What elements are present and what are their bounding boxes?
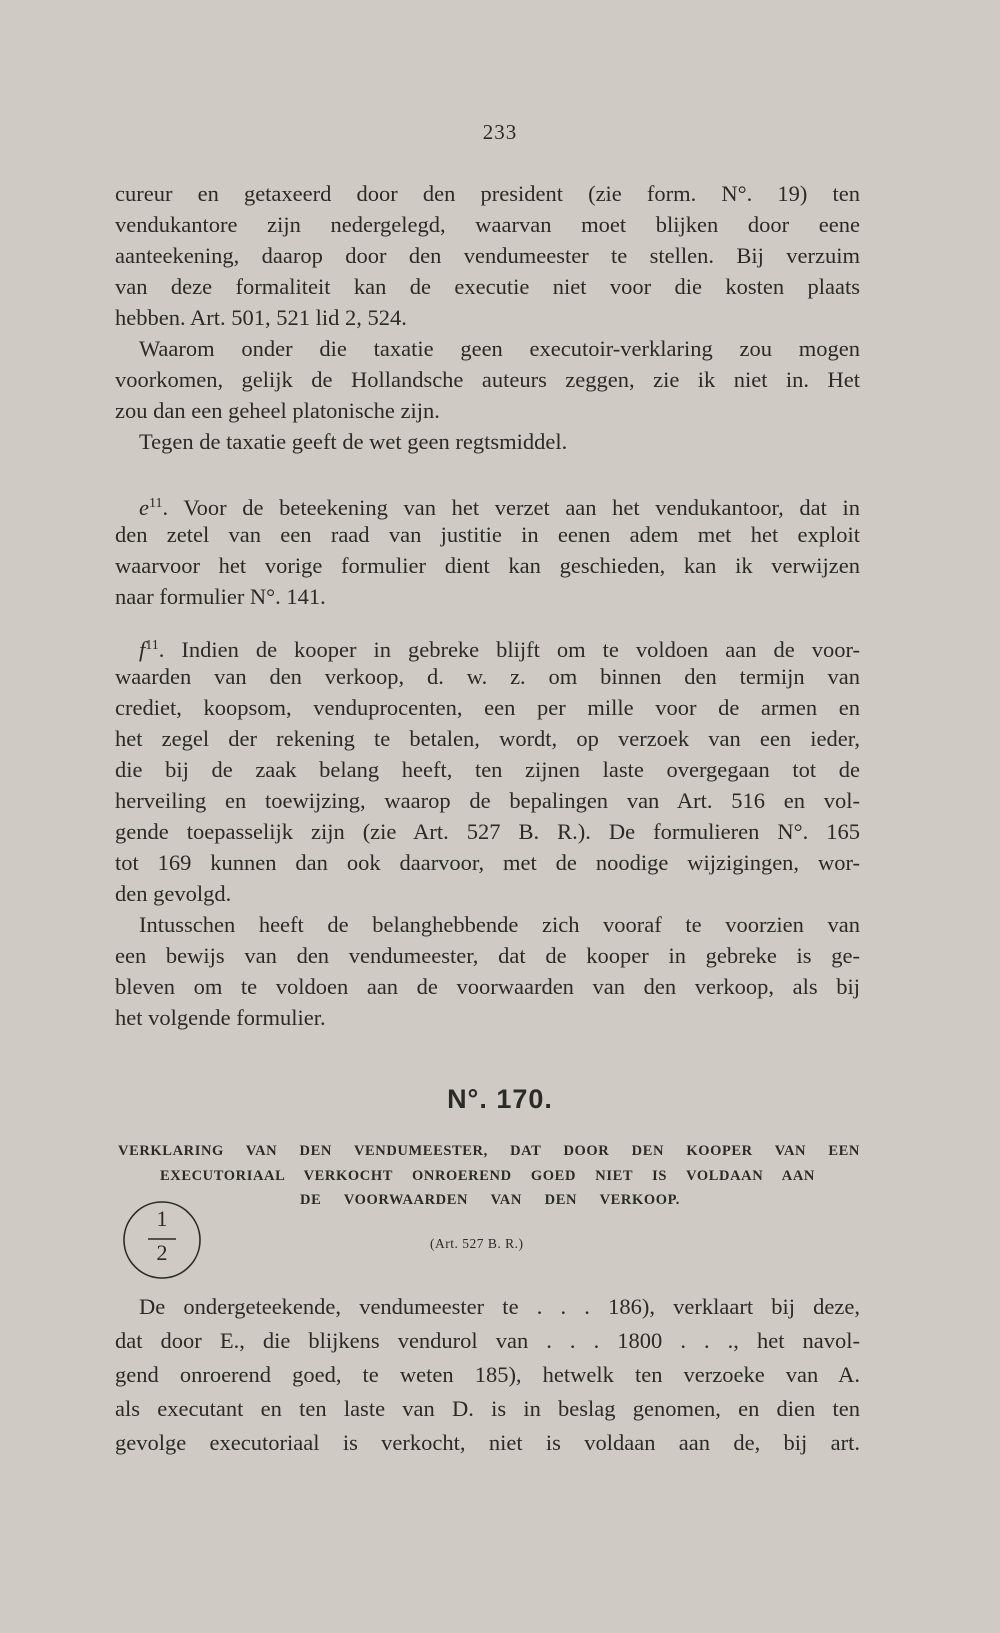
text-line: van deze formaliteit kan de executie niet voor die kosten plaats	[115, 274, 860, 299]
form-heading-line: DE VOORWAARDEN VAN DEN VERKOOP.	[300, 1192, 680, 1208]
note-e11	[115, 488, 860, 612]
text-line: tot 169 kunnen dan ook daarvoor, met de noodige wijzigingen, wor-	[115, 850, 860, 875]
stamp-numerator: 1	[156, 1206, 168, 1231]
text-line: gend onroerend goed, te weten 185), hetwelk ten verzoeke van A.	[115, 1362, 860, 1387]
text-line: crediet, koopsom, venduprocenten, een per mille voor de armen en	[115, 695, 860, 720]
text-line: het zegel der rekening te betalen, wordt, op verzoek van een ieder,	[115, 726, 860, 751]
text-line: naar formulier N°. 141.	[115, 584, 326, 609]
note-f11-first-line	[115, 630, 860, 661]
text-line: Waarom onder die taxatie geen executoir-verklaring zou mogen	[139, 336, 860, 361]
text-line: dat door E., die blijkens vendurol van . . . 1800 . . ., het navol-	[115, 1328, 860, 1353]
text-line: vendukantore zijn nedergelegd, waarvan moet blijken door eene	[115, 212, 860, 237]
note-marker: e	[139, 495, 149, 520]
note-e11-first-line	[115, 488, 860, 519]
text-line: voorkomen, gelijk de Hollandsche auteurs zeggen, zie ik niet in. Het	[115, 367, 860, 392]
text-line: waarden van den verkoop, d. w. z. om binnen den termijn van	[115, 664, 860, 689]
text-line: gende toepasselijk zijn (zie Art. 527 B. R.). De formulieren N°. 165	[115, 819, 860, 844]
text-line: die bij de zaak belang heeft, ten zijnen laste overgegaan tot de	[115, 757, 860, 782]
text-line: herveiling en toewijzing, waarop de bepalingen van Art. 516 en vol-	[115, 788, 860, 813]
top-paragraphs	[115, 178, 860, 457]
text-line: aanteekening, daarop door den vendumeester te stellen. Bij verzuim	[115, 243, 860, 268]
form-number: N°. 170.	[447, 1084, 553, 1114]
note-f11	[115, 630, 860, 1033]
text-line: waarvoor het vorige formulier dient kan geschieden, kan ik verwijzen	[115, 553, 860, 578]
text-line: De ondergeteekende, vendumeester te . . . 186), verklaart bij deze,	[139, 1294, 860, 1319]
note-superscript: 11	[145, 638, 159, 653]
page-number: 233	[482, 120, 518, 144]
text-line: bleven om te voldoen aan de voorwaarden van den verkoop, als bij	[115, 974, 860, 999]
text-line: cureur en getaxeerd door den president (zie form. N°. 19) ten	[115, 181, 860, 206]
text-line: hebben. Art. 501, 521 lid 2, 524.	[115, 305, 407, 330]
text-fragment: . Indien de kooper in gebreke blijft om te voldoen aan de voor-	[158, 637, 860, 662]
form-heading-line: EXECUTORIAAL VERKOCHT ONROEREND GOED NIET IS VOLDAAN AAN	[160, 1168, 815, 1184]
text-fragment: . Voor de beteekening van het verzet aan het vendukantoor, dat in	[162, 495, 860, 520]
text-line: gevolge executoriaal is verkocht, niet is voldaan aan de, bij art.	[115, 1430, 860, 1455]
text-line: den gevolgd.	[115, 881, 232, 906]
form-body	[115, 1290, 860, 1460]
note-superscript: 11	[149, 496, 163, 511]
stamp-denominator: 2	[156, 1240, 168, 1265]
article-reference: (Art. 527 B. R.)	[430, 1236, 524, 1251]
note-marker: f	[139, 637, 146, 662]
text-line: zou dan een geheel platonische zijn.	[115, 398, 440, 423]
text-line: den zetel van een raad van justitie in eenen adem met het exploit	[115, 522, 860, 547]
form-heading-line: VERKLARING VAN DEN VENDUMEESTER, DAT DOOR DEN KOOPER VAN EEN	[118, 1143, 860, 1159]
text-line: het volgende formulier.	[115, 1005, 326, 1030]
text-line: Tegen de taxatie geeft de wet geen regtsmiddel.	[139, 429, 568, 454]
text-line: Intusschen heeft de belanghebbende zich vooraf te voorzien van	[139, 912, 860, 937]
text-line: een bewijs van den vendumeester, dat de kooper in gebreke is ge-	[115, 943, 860, 968]
stamp-circle	[120, 1198, 204, 1282]
text-line: als executant en ten laste van D. is in beslag genomen, en dien ten	[115, 1396, 860, 1421]
